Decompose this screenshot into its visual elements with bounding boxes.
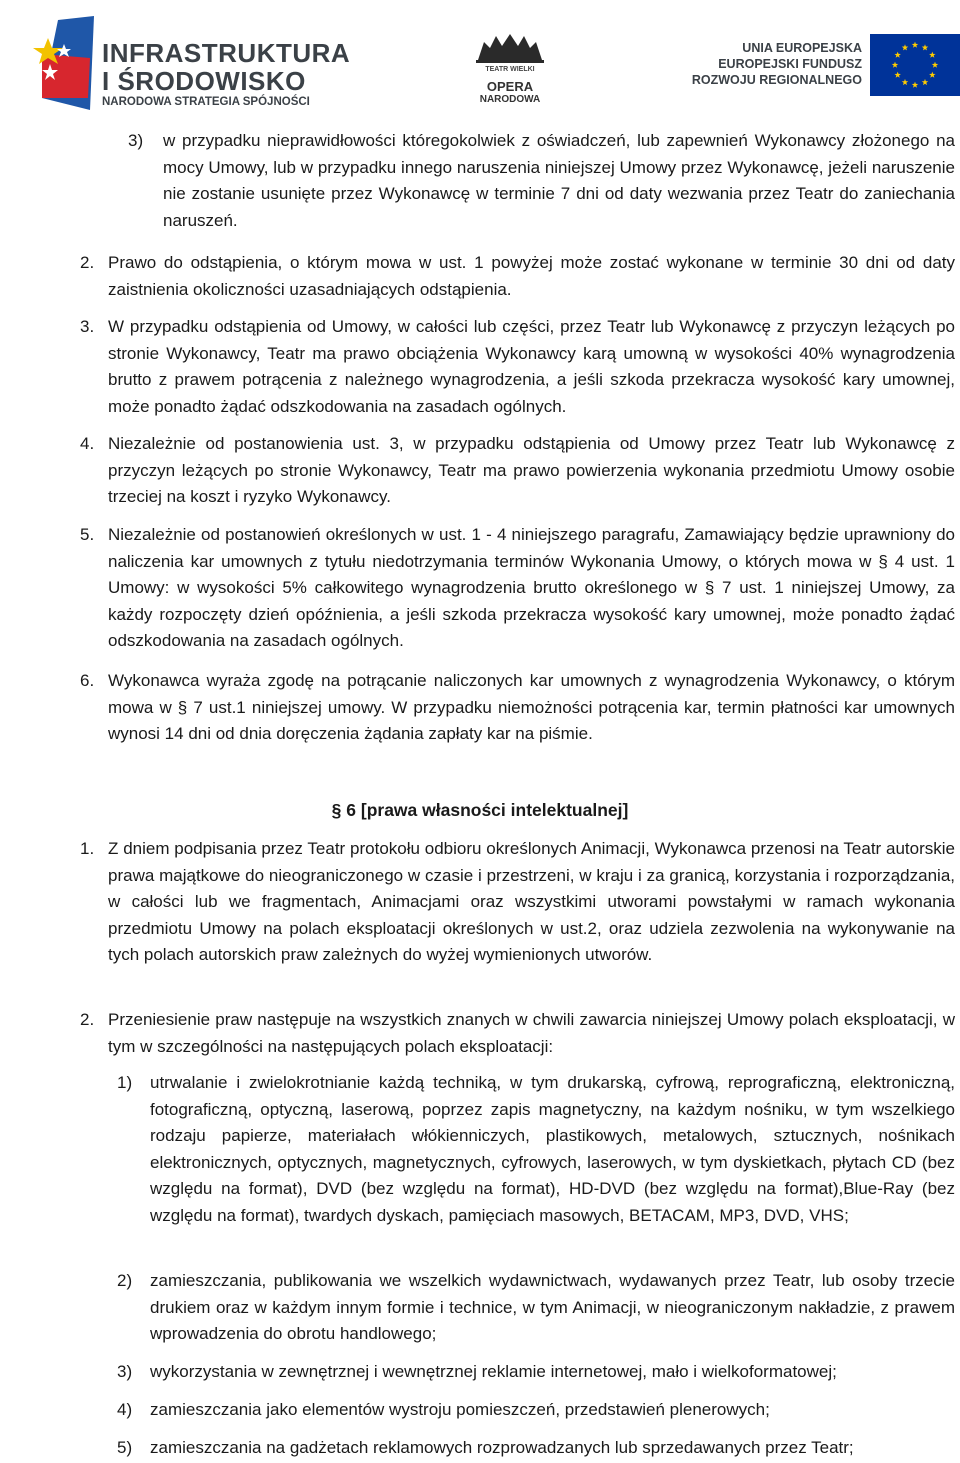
eu-flag-icon: [870, 34, 960, 96]
opera-logo-line1: OPERA: [486, 79, 534, 94]
eu-star-icon: [912, 82, 918, 88]
eu-logo-line3: ROZWOJU REGIONALNEGO: [691, 73, 862, 87]
sub-list-number: 1): [117, 1073, 133, 1092]
sub-item-number: 3): [128, 131, 144, 150]
section-item-text: Przeniesienie praw następuje na wszystkich znanych w chwili zawarcia niniejszej Umowy polach eksploatacji, w tym w szczególności na następujących polach eksploatacji:: [108, 1010, 955, 1056]
list-item-text: Niezależnie od postanowień określonych w ust. 1 - 4 niniejszego paragrafu, Zamawiający będzie uprawniony do naliczenia kar umownych z tytułu niedotrzymania terminów Wykonania Umowy, o których mowa w § 4 ust. 1 Umowy: w wysokości 5% całkowitego wynagrodzenia brutto określonego w § 7 ust. 1 niniejszej Umowy, za każdy rozpoczęty dzień opóźnienia, a jeśli szkoda przekracza wysokość kary umownej, może ponadto żądać odszkodowania na zasadach ogólnych.: [108, 525, 955, 650]
opera-logo-line2: NARODOWA: [479, 94, 541, 105]
list-item-number: 2.: [80, 253, 95, 272]
sub-list-number: 5): [117, 1438, 133, 1457]
section-item-text: Z dniem podpisania przez Teatr protokołu odbioru określonych Animacji, Wykonawca przenosi na Teatr autorskie prawa majątkowe do nieograniczonego w czasie i przestrzeni, w kraju i za granicą, korzystania i rozporządzania, w całości lub we fragmentach, Animacjami oraz wszystkimi utworami powstałymi w ramach wykonania przedmiotu Umowy na polach eksploatacji określonych w ust.2, oraz udziela zezwolenia na wykonywanie na tych polach autorskich praw zależnych do wyżej wymienionych utworów.: [108, 839, 955, 964]
list-item-number: 6.: [80, 671, 95, 690]
flag-stars-icon: [28, 14, 98, 110]
list-item-text: Niezależnie od postanowienia ust. 3, w przypadku odstąpienia od Umowy przez Teatr lub Wykonawcę z przyczyn leżących po stronie Wykonawcy, Teatr ma prawo powierzenia wykonania przedmiotu Umowy osobie trzeciej na koszt i ryzyko Wykonawcy.: [108, 434, 955, 506]
list-item-number: 5.: [80, 525, 95, 544]
logo-title-line1: INFRASTRUKTURA: [102, 38, 351, 68]
sub-list-number: 2): [117, 1271, 133, 1290]
sub-list-text: utrwalanie i zwielokrotnianie każdą techniką, w tym drukarską, cyfrową, reprograficzną, elektroniczną, fotograficzną, optyczną, laserową, poprzez zapis magnetyczny, na każdym nośniku, w tym wszelkiego rodzaju papierze, materiałach włókienniczych, plastikowych, metalowych, sztucznych, nośnikach elektronicznych, optycznych, magnetycznych, cyfrowych, laserowych, w tym dyskietkach, płytach CD (bez względu na format), DVD (bez względu na format), HD-DVD (bez względu na format),Blue-Ray (bez względu na format), twardych dyskach, pamięciach masowych, BETACAM, MP3, DVD, VHS;: [150, 1073, 955, 1225]
eu-logo: [691, 34, 960, 100]
section-heading: § 6 [prawa własności intelektualnej]: [331, 800, 629, 820]
section-item-number: 1.: [80, 839, 95, 858]
sub-list-text: wykorzystania w zewnętrznej i wewnętrznej reklamie internetowej, mało i wielkoformatowej;: [150, 1362, 837, 1381]
section-item-number: 2.: [80, 1010, 95, 1029]
sub-item-text: w przypadku nieprawidłowości któregokolwiek z oświadczeń, lub zapewnień Wykonawcy złożonego na mocy Umowy, lub w przypadku innego naruszenia niniejszej Umowy przez Wykonawcę, jeżeli naruszenie nie zostanie usunięte przez Wykonawcę w terminie 7 dni od daty wezwania przez Teatr do zaniechania naruszeń.: [163, 131, 955, 230]
sub-list-text: zamieszczania, publikowania we wszelkich wydawnictwach, wydawanych przez Teatr, lub osoby trzecie drukiem oraz w każdym innym formie i technice, w tym Animacji, w nieograniczonym nakładzie, z prawem wprowadzenia do obrotu handlowego;: [150, 1271, 955, 1343]
infrastruktura-logo: [28, 14, 351, 110]
opera-logo-small-text: TEATR WIELKI: [485, 66, 535, 73]
eu-star-icon: [912, 42, 918, 48]
eu-star-icon: [922, 44, 928, 50]
list-item-number: 3.: [80, 317, 95, 336]
eu-star-icon: [932, 62, 938, 68]
eu-star-icon: [894, 52, 900, 58]
chariot-icon: [470, 30, 550, 64]
list-item-text: W przypadku odstąpienia od Umowy, w całości lub części, przez Teatr lub Wykonawcę z przyczyn leżących po stronie Wykonawcy, Teatr ma prawo obciążenia Wykonawcy karą umowną w wysokości 40% wynagrodzenia brutto z prawem potrącenia z należnego wynagrodzenia, a jeśli szkoda przekracza wysokość kary umownej, może ponadto żądać odszkodowania na zasadach ogólnych.: [108, 317, 955, 416]
logo-title-line2: I ŚRODOWISKO: [102, 66, 306, 96]
eu-logo-line1: UNIA EUROPEJSKA: [742, 41, 862, 55]
sub-list-number: 4): [117, 1400, 133, 1419]
eu-star-icon: [922, 79, 928, 85]
logo-subtitle: NARODOWA STRATEGIA SPÓJNOŚCI: [102, 96, 310, 108]
eu-star-icon: [902, 79, 908, 85]
eu-star-icon: [929, 52, 935, 58]
eu-logo-line2: EUROPEJSKI FUNDUSZ: [718, 57, 862, 71]
list-item-text: Prawo do odstąpienia, o którym mowa w ust. 1 powyżej może zostać wykonane w terminie 30 dni od daty zaistnienia okoliczności uzasadniających odstąpienia.: [108, 253, 955, 299]
page-header: [0, 0, 960, 120]
opera-logo: [470, 30, 550, 105]
sub-list-text: zamieszczania jako elementów wystroju pomieszczeń, przedstawień plenerowych;: [150, 1400, 770, 1419]
eu-star-icon: [892, 62, 898, 68]
list-item-text: Wykonawca wyraża zgodę na potrącanie naliczonych kar umownych z wynagrodzenia Wykonawcy, o którym mowa w § 7 ust.1 niniejszej umowy. W przypadku niemożności potrącenia kar, termin płatności kar umownych wynosi 14 dni od dnia doręczenia żądania zapłaty kar na piśmie.: [108, 671, 955, 743]
list-item-number: 4.: [80, 434, 95, 453]
eu-star-icon: [894, 72, 900, 78]
sub-list-text: zamieszczania na gadżetach reklamowych rozprowadzanych lub sprzedawanych przez Teatr;: [150, 1438, 854, 1457]
sub-list-number: 3): [117, 1362, 133, 1381]
eu-star-icon: [929, 72, 935, 78]
eu-star-icon: [902, 44, 908, 50]
